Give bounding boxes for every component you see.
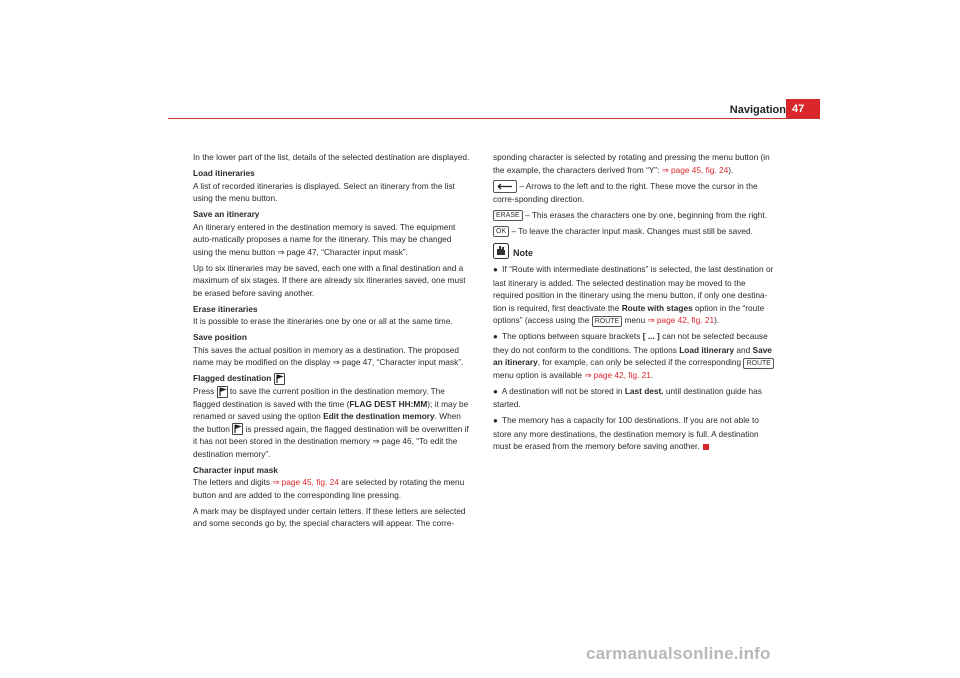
note-bullet-1: ● If “Route with intermediate destinations” is selected, the last destination or last itinerary is added. The selected destination may be moved to the required position in the itinerary using the menu button, if only one destina-tion is required, first deactivate the Route with stages option in the “route options” (access using the ROUTE menu ⇒ page 42, fig. 21).	[493, 264, 774, 326]
note-bullet-4: ● The memory has a capacity for 100 destinations. If you are not able to store any more destinations, the destination memory is full. A destination must be erased from the memory before saving another.	[493, 415, 759, 452]
page-link[interactable]: ⇒ page 45, fig. 24	[272, 477, 339, 488]
ok-key-description: OK – To leave the character input mask. Changes must still be saved.	[493, 225, 775, 238]
erase-itineraries-text: It is possible to erase the itineraries one by one or all at the same time.	[193, 316, 453, 326]
flag-button-icon	[274, 373, 285, 385]
load-itineraries-text: A list of recorded itineraries is displayed. Select an itinerary from the list using the menu button.	[193, 180, 455, 203]
ok-key: OK	[493, 226, 509, 237]
save-position-text: This saves the actual position in memory as a destination. The proposed name may be modified on the display ⇒ page 47, “Character input mask”.	[193, 344, 464, 367]
arrow-keys-icon	[493, 180, 517, 193]
note-icon	[493, 243, 509, 259]
route-key: ROUTE	[743, 358, 774, 369]
page-link[interactable]: ⇒ page 42, fig. 21	[647, 315, 715, 326]
watermark: carmanualsonline.info	[586, 644, 771, 663]
save-itinerary-heading: Save an itinerary	[193, 209, 260, 219]
section-end-marker	[703, 444, 709, 450]
erase-key-description: ERASE – This erases the characters one by one, beginning from the right.	[493, 209, 775, 222]
note-header	[493, 243, 775, 259]
page-number: 47	[786, 99, 820, 119]
character-input-text: The letters and digits ⇒ page 45, fig. 24 are selected by rotating the menu button and are added to the corresponding line pressing.	[193, 477, 465, 500]
special-characters-text: A mark may be displayed under certain letters. If these letters are selected and some seconds go by, the special characters will appear. The corre-	[193, 505, 466, 529]
route-key: ROUTE	[592, 316, 623, 327]
erase-key: ERASE	[493, 210, 523, 221]
arrows-description: – Arrows to the left and to the right. These move the cursor in the corre-sponding direction.	[493, 180, 758, 204]
page-header-title: Navigation	[729, 104, 786, 116]
character-input-heading: Character input mask	[193, 464, 278, 475]
flag-button-icon	[217, 386, 228, 398]
right-column	[493, 151, 775, 456]
flagged-destination-heading	[193, 372, 473, 385]
page-link[interactable]: ⇒ page 45, fig. 24	[661, 164, 729, 175]
load-itineraries-heading: Load itineraries	[193, 168, 255, 178]
note-bullet-3: ● A destination will not be stored in Last dest. until destination guide has started.	[493, 385, 762, 410]
intro-text: In the lower part of the list, details of the selected destination are displayed.	[193, 152, 470, 162]
save-itinerary-text-2: Up to six itineraries may be saved, each one with a final destination and a maximum of six stages. If there are already six itineraries saved, one must be erased before saving another.	[193, 262, 466, 298]
flag-button-icon	[232, 423, 243, 435]
continuation-text: sponding character is selected by rotating and pressing the menu button (in the example, the characters derived from “Y”: ⇒ page 45, fig. 24).	[493, 152, 770, 175]
save-itinerary-text: An itinerary entered in the destination memory is saved. The equipment auto-matically proposes a name for the itinerary. This may be changed using the menu button ⇒ page 47, “Character input mask”.	[193, 221, 456, 257]
note-bullet-2: ● The options between square brackets [ ... ] can not be selected because they do not conform to the conditions. The options Load itinerary and Save an itinerary, for example, can only be selected if the corresponding ROUTE menu option is available ⇒ page 42, fig. 21.	[493, 330, 775, 381]
erase-itineraries-heading: Erase itineraries	[193, 303, 258, 314]
left-column	[193, 151, 473, 533]
flagged-destination-label: Flagged destination	[193, 373, 272, 383]
header-rule	[168, 118, 820, 119]
flagged-destination-text: Press to save the current position in the destination memory. The flagged destination is saved with the time (FLAG DEST HH:MM); it may be renamed or saved using the option Edit the destination memory. When the button is pressed again, the flagged destination will be overwritten if it has not been stored in the destination memory ⇒ page 46, “To edit the destination memory”.	[193, 385, 469, 459]
note-title: Note	[513, 247, 533, 258]
page-link[interactable]: ⇒ page 42, fig. 21	[584, 369, 651, 380]
save-position-heading: Save position	[193, 332, 247, 342]
